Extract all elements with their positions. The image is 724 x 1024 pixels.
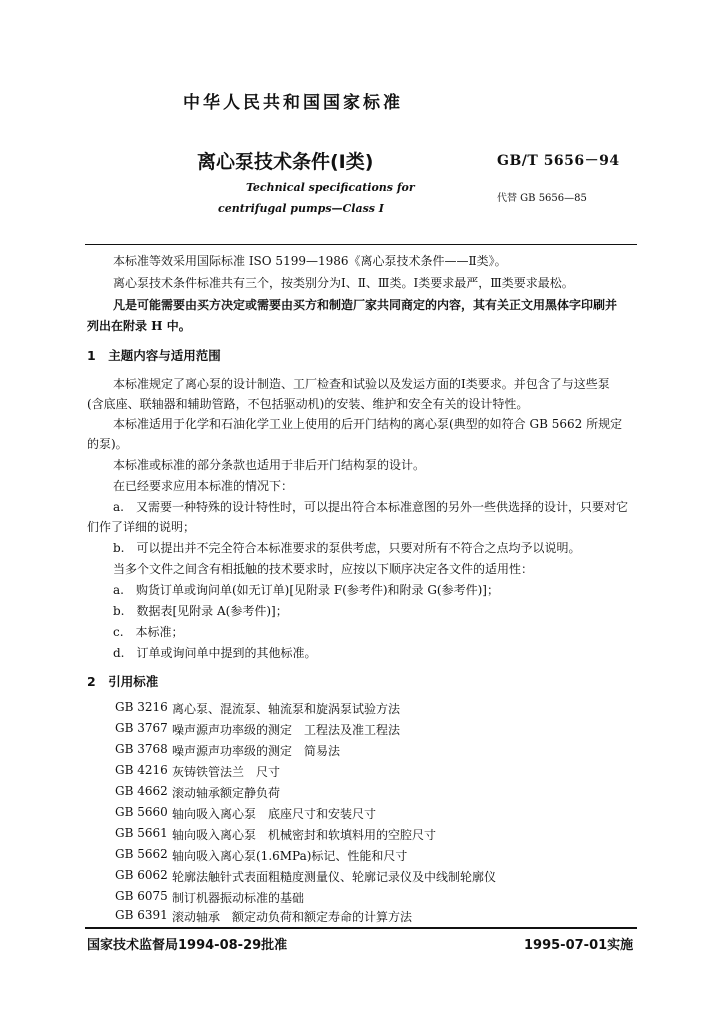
preface-paragraph-2: 离心泵技术条件标准共有三个，按类别分为Ⅰ、Ⅱ、Ⅲ类。Ⅰ类要求最严，Ⅲ类要求最松。: [113, 276, 574, 290]
reference-title: 滚动轴承 额定动负荷和额定寿命的计算方法: [172, 910, 413, 924]
precedence-list-item: d. 订单或询问单中提到的其他标准。: [113, 646, 317, 660]
reference-title: 灰铸铁管法兰 尺寸: [172, 765, 281, 779]
section-1-item-b: b. 可以提出并不完全符合本标准要求的泵供考虑，只要对所有不符合之点均予以说明。: [113, 541, 581, 555]
reference-title: 滚动轴承额定静负荷: [172, 786, 281, 800]
reference-code: GB 5661: [115, 826, 168, 840]
reference-code: GB 6391: [115, 908, 168, 922]
precedence-list-item: a. 购货订单或询问单(如无订单)[见附录 F(参考件)和附录 G(参考件)]；: [113, 583, 499, 597]
section-1-paragraph-5: 当多个文件之间含有相抵触的技术要求时，应按以下顺序决定各文件的适用性：: [113, 562, 534, 576]
footer-divider: [85, 927, 637, 929]
reference-code: GB 6075: [115, 889, 168, 903]
section-1-item-a-line1: a. 又需要一种特殊的设计特性时，可以提出符合本标准意图的另外一些供选择的设计，只要对它: [113, 500, 628, 514]
reference-code: GB 3216: [115, 700, 168, 714]
preface-paragraph-3-line2: 列出在附录 H 中。: [87, 319, 191, 333]
preface-paragraph-3-line1: 凡是可能需要由买方决定或需要由买方和制造厂家共同商定的内容，其有关正文用黑体字印刷并: [113, 298, 618, 312]
replaces-note: 代替 GB 5656—85: [497, 193, 587, 204]
section-1-paragraph-4: 在已经要求应用本标准的情况下：: [113, 479, 294, 493]
section-1-paragraph-3: 本标准或标准的部分条款也适用于非后开门结构泵的设计。: [113, 458, 426, 472]
standard-number: GB/T 5656－94: [497, 153, 620, 169]
document-title: 离心泵技术条件(Ⅰ类): [197, 151, 374, 173]
precedence-list-item: c. 本标准；: [113, 625, 184, 639]
preface-paragraph-1: 本标准等效采用国际标准 ISO 5199—1986《离心泵技术条件——Ⅱ类》。: [113, 254, 507, 268]
reference-code: GB 3768: [115, 742, 168, 756]
english-title-line2: centrifugal pumps—Class Ⅰ: [218, 202, 384, 215]
section-2-heading: 2 引用标准: [87, 674, 159, 689]
reference-title: 噪声源声功率级的测定 工程法及准工程法: [172, 723, 401, 737]
reference-title: 噪声源声功率级的测定 简易法: [172, 744, 341, 758]
section-1-heading: 1 主题内容与适用范围: [87, 348, 221, 363]
precedence-list-item: b. 数据表[见附录 A(参考件)]；: [113, 604, 288, 618]
reference-title: 轴向吸入离心泵(1.6MPa)标记、性能和尺寸: [172, 849, 408, 863]
approval-date: 国家技术监督局1994-08-29批准: [87, 938, 288, 953]
reference-code: GB 5662: [115, 847, 168, 861]
section-1-paragraph-2-line2: 的泵)。: [87, 437, 128, 451]
reference-title: 轮廓法触针式表面粗糙度测量仪、轮廓记录仪及中线制轮廓仪: [172, 870, 497, 884]
section-1-paragraph-1-line1: 本标准规定了离心泵的设计制造、工厂检查和试验以及发运方面的Ⅰ类要求。并包含了与这些泵: [113, 377, 610, 391]
reference-code: GB 3767: [115, 721, 168, 735]
national-standard-title: 中华人民共和国国家标准: [183, 93, 403, 113]
reference-code: GB 4216: [115, 763, 168, 777]
section-1-item-a-line2: 们作了详细的说明；: [87, 520, 196, 534]
reference-title: 制订机器振动标准的基础: [172, 891, 305, 905]
header-divider: [85, 244, 637, 245]
reference-code: GB 4662: [115, 784, 168, 798]
section-1-paragraph-1-line2: (含底座、联轴器和辅助管路，不包括驱动机)的安装、维护和安全有关的设计特性。: [87, 397, 529, 411]
reference-title: 轴向吸入离心泵 底座尺寸和安装尺寸: [172, 807, 377, 821]
reference-title: 轴向吸入离心泵 机械密封和软填料用的空腔尺寸: [172, 828, 437, 842]
english-title-line1: Technical specifications for: [246, 181, 415, 194]
reference-code: GB 5660: [115, 805, 168, 819]
implementation-date: 1995-07-01实施: [524, 938, 634, 953]
reference-code: GB 6062: [115, 868, 168, 882]
section-1-paragraph-2-line1: 本标准适用于化学和石油化学工业上使用的后开门结构的离心泵(典型的如符合 GB 5662 所规定: [113, 417, 623, 431]
reference-title: 离心泵、混流泵、轴流泵和旋涡泵试验方法: [172, 702, 401, 716]
